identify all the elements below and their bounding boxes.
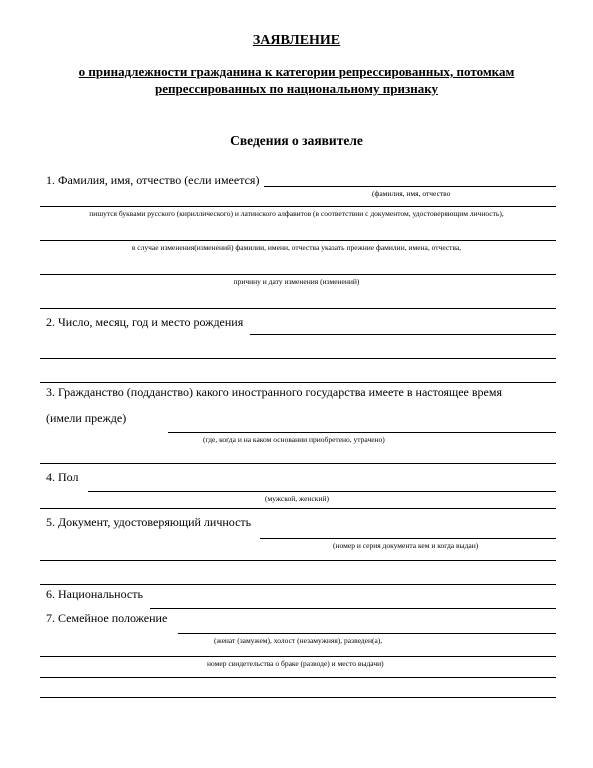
field-1-line-3[interactable] bbox=[40, 240, 556, 241]
field-1-line-5[interactable] bbox=[40, 308, 556, 309]
field-1-hint-3: в случае изменения(изменений) фамилии, имени, отчества указать прежние фамилии, имена, отчества, bbox=[131, 243, 462, 252]
field-6-label: 6. Национальность bbox=[46, 587, 143, 601]
field-1-hint-4: причину и дату изменения (изменений) bbox=[233, 277, 360, 286]
field-2-line-3[interactable] bbox=[40, 382, 556, 383]
field-2-line-1[interactable] bbox=[250, 334, 556, 335]
field-1-line-2[interactable] bbox=[40, 206, 556, 207]
form-title: ЗАЯВЛЕНИЕ bbox=[252, 33, 341, 48]
field-7-line-4[interactable] bbox=[40, 697, 556, 698]
section-title: Сведения о заявителе bbox=[230, 133, 363, 148]
field-1-hint-1: (фамилия, имя, отчество bbox=[372, 189, 451, 198]
field-4-label: 4. Пол bbox=[46, 470, 79, 484]
field-5-line-2[interactable] bbox=[40, 560, 556, 561]
field-7-line-1[interactable] bbox=[178, 633, 556, 634]
field-5-label: 5. Документ, удостоверяющий личность bbox=[46, 515, 252, 529]
field-7-line-3[interactable] bbox=[40, 677, 556, 678]
field-7-hint-2: номер свидетельства о браке (разводе) и место выдачи) bbox=[207, 659, 384, 668]
field-1-hint-2: пишутся буквами русского (кириллического) и латинского алфавитов (в соответствии с документом, удостоверяющим личность), bbox=[89, 209, 504, 218]
field-6-line[interactable] bbox=[150, 608, 556, 609]
field-2-line-2[interactable] bbox=[40, 358, 556, 359]
field-1-line-1[interactable] bbox=[264, 186, 556, 187]
field-3-line-2[interactable] bbox=[40, 463, 556, 464]
field-4-line-2[interactable] bbox=[40, 508, 556, 509]
field-5-line-1[interactable] bbox=[260, 538, 556, 539]
field-7-label: 7. Семейное положение bbox=[46, 611, 168, 625]
field-7-line-2[interactable] bbox=[40, 656, 556, 657]
field-7-hint-1: (женат (замужем), холост (незамужняя), разведен(а), bbox=[214, 636, 383, 645]
field-3-line-1[interactable] bbox=[168, 432, 556, 433]
form-subtitle-line2: репрессированных по национальному признаку bbox=[154, 81, 439, 96]
field-4-line-1[interactable] bbox=[88, 491, 556, 492]
field-1-label: 1. Фамилия, имя, отчество (если имеется) bbox=[46, 173, 260, 187]
field-1-line-4[interactable] bbox=[40, 274, 556, 275]
form-subtitle-line1: о принадлежности гражданина к категории репрессированных, потомкам bbox=[78, 64, 515, 79]
field-3-hint: (где, когда и на каком основании приобретено, утрачено) bbox=[203, 435, 385, 444]
field-3-label: 3. Гражданство (подданство) какого иностранного государства имеете в настоящее время bbox=[46, 385, 502, 399]
field-4-hint: (мужской, женский) bbox=[265, 494, 329, 503]
field-5-hint: (номер и серия документа кем и когда выдан) bbox=[333, 541, 479, 550]
field-3-label-2: (имели прежде) bbox=[46, 411, 127, 425]
field-5-line-3[interactable] bbox=[40, 584, 556, 585]
field-2-label: 2. Число, месяц, год и место рождения bbox=[46, 315, 244, 329]
